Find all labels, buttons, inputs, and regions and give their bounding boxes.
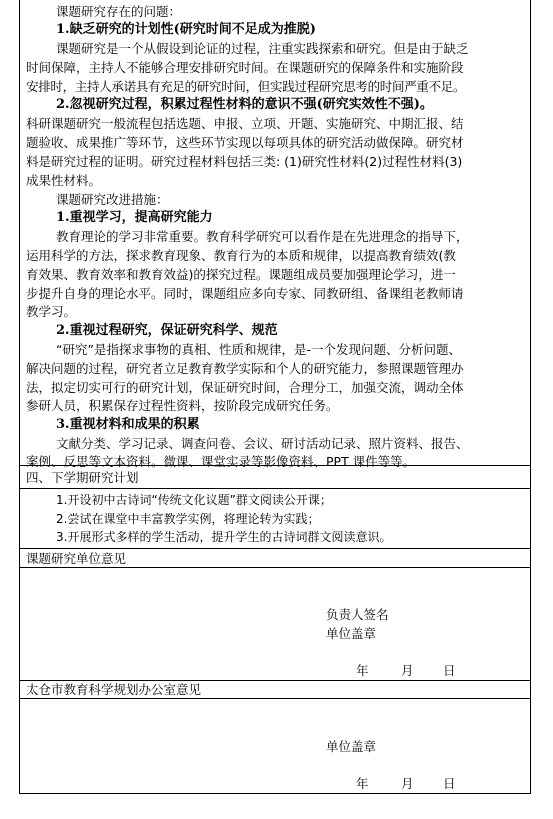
next-plan-item: 2.尝试在课堂中丰富教学实例，将理论转为实践； bbox=[56, 512, 320, 526]
measure-2-line: 参研人员，积累保存过程性资料，按阶段完成研究任务。 bbox=[26, 398, 339, 413]
problem-2-line: 科研课题研究一般流程包括选题、申报、立项、开题、实施研究、中期汇报、结 bbox=[26, 116, 464, 131]
measure-1-line: 教育理论的学习非常重要。教育科学研究可以看作是在先进理念的指导下， bbox=[56, 229, 469, 244]
row-divider bbox=[20, 698, 530, 699]
row-divider bbox=[20, 548, 530, 549]
measure-2-title: 2.重视过程研究，保证研究科学、规范 bbox=[56, 323, 278, 338]
signer-label: 负责人签名 bbox=[326, 607, 389, 622]
next-plan-heading: 四、下学期研究计划 bbox=[26, 470, 139, 485]
problem-2-title: 2.忽视研究过程，积累过程性材料的意识不强(研究实效性不强)。 bbox=[56, 97, 433, 112]
unit-opinion-heading: 课题研究单位意见 bbox=[26, 551, 127, 566]
measure-2-line: 法，拟定切实可行的研究计划，保证研究时间，合理分工，加强交流，调动全体 bbox=[26, 380, 464, 395]
measure-1-line: 运用科学的方法，探求教育现象、教育行为的本质和规律，以提高教育绩效(教 bbox=[26, 248, 456, 263]
row-divider bbox=[20, 488, 530, 489]
measure-3-title: 3.重视材料和成果的积累 bbox=[56, 417, 200, 432]
measure-3-line: 文献分类、学习记录、调查问卷、会议、研讨活动记录、照片资料、报告、 bbox=[56, 436, 469, 451]
problem-1-line: 时间保障，主持人不能够合理安排研究时间。在课题研究的保障条件和实施阶段 bbox=[26, 60, 464, 75]
next-plan-item: 1.开设初中古诗词“传统文化议题”群文阅读公开课； bbox=[56, 493, 332, 507]
problem-2-line: 成果性材料。 bbox=[26, 173, 102, 188]
seal-label: 单位盖章 bbox=[326, 739, 377, 754]
date-year-label: 年 bbox=[356, 776, 369, 791]
measures-heading: 课题研究改进措施： bbox=[56, 192, 169, 207]
date-month-label: 月 bbox=[401, 663, 414, 678]
problem-1-title: 1.缺乏研究的计划性(研究时间不足成为推脱) bbox=[56, 22, 316, 37]
office-opinion-heading: 太仓市教育科学规划办公室意见 bbox=[26, 682, 202, 697]
date-day-label: 日 bbox=[443, 776, 456, 791]
measure-2-line: “研究”是指探求事物的真相、性质和规律，是-一个发现问题、分析问题、 bbox=[56, 342, 461, 357]
problem-1-line: 安排时，主持人承诺具有充足的研究时间，但实践过程研究思考的时间严重不足。 bbox=[26, 79, 466, 94]
seal-label: 单位盖章 bbox=[326, 626, 377, 641]
problem-2-line: 题验收、成果推广等环节，这些环节实现以每项具体的研究活动做保障。研究材 bbox=[26, 135, 464, 150]
measure-2-line: 解决问题的过程，研究者立足教育教学实际和个人的研究能力，参照课题管理办 bbox=[26, 361, 464, 376]
problems-heading: 课题研究存在的问题： bbox=[56, 4, 182, 19]
row-divider bbox=[20, 567, 530, 568]
measure-1-line: 育效果、教育效率和教育效益)的探究过程。课题组成员要加强理论学习，进一 bbox=[26, 267, 456, 282]
measure-1-title: 1.重视学习，提高研究能力 bbox=[56, 210, 213, 225]
measure-3-line: 案例、反思等文本资料。微课、课堂实录等影像资料、PPT 课件等等。 bbox=[26, 454, 416, 469]
date-month-label: 月 bbox=[401, 776, 414, 791]
measure-1-line: 教学习。 bbox=[26, 304, 77, 319]
next-plan-item: 3.开展形式多样的学生活动，提升学生的古诗词群文阅读意识。 bbox=[56, 530, 392, 544]
measure-1-line: 步提升自身的理论水平。同时，课题组应多向专家、同教研组、备课组老教师请 bbox=[26, 286, 464, 301]
date-day-label: 日 bbox=[443, 663, 456, 678]
problem-2-line: 料是研究过程的证明。研究过程材料包括三类: (1)研究性材料(2)过程性材料(3) bbox=[26, 154, 463, 169]
date-year-label: 年 bbox=[356, 663, 369, 678]
problem-1-line: 课题研究是一个从假设到论证的过程，注重实践探索和研究。但是由于缺乏 bbox=[56, 41, 469, 56]
